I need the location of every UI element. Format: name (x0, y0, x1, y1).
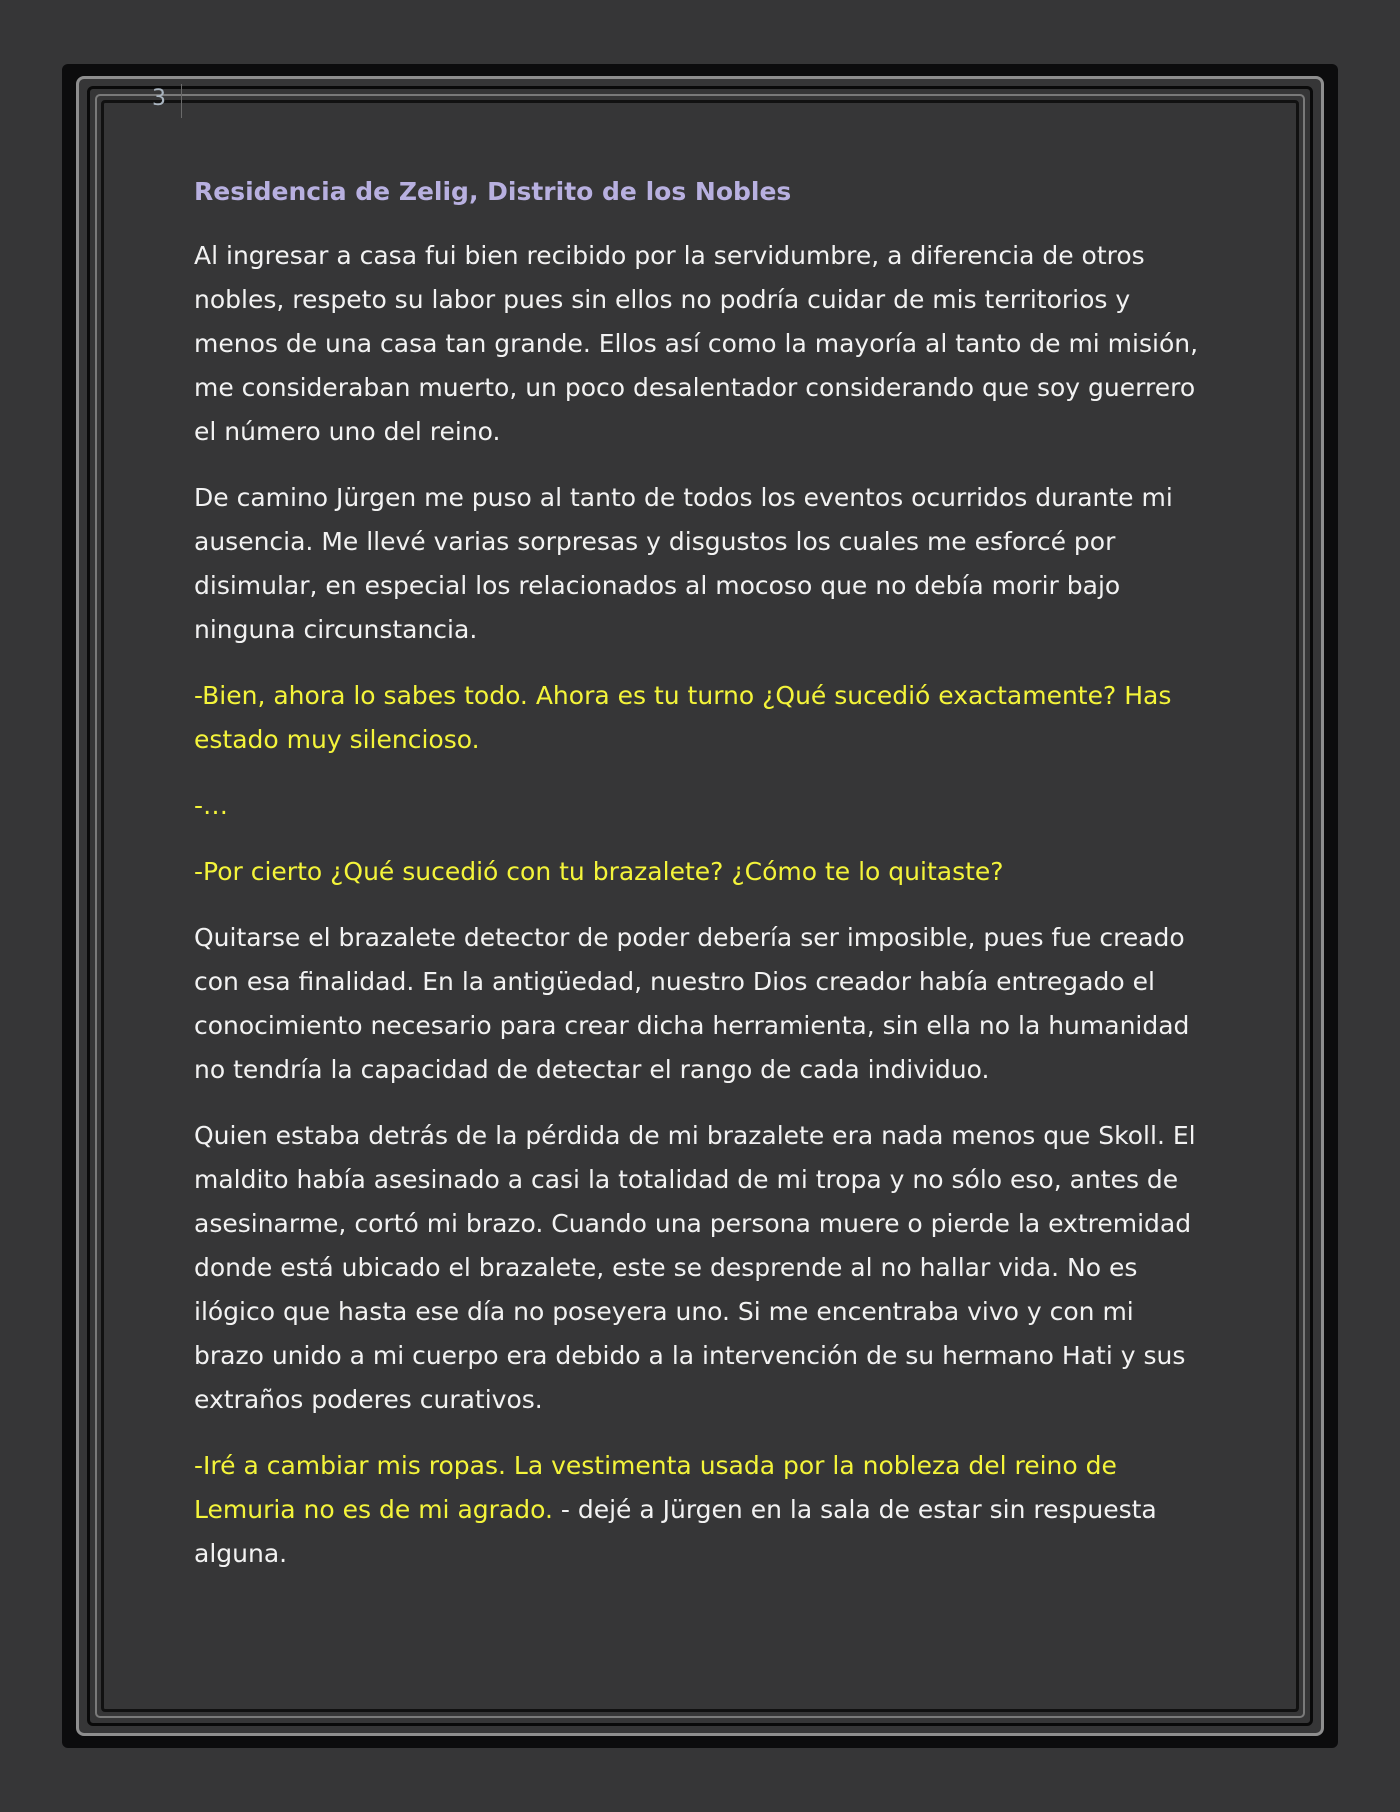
paragraph-skoll: Quien estaba detrás de la pérdida de mi brazalete era nada menos que Skoll. El maldito había asesinado a casi la totalidad de mi tropa y no sólo eso, antes de asesinarme, cortó mi brazo. Cuando una persona muere o pierde la extremidad donde está ubicado el brazalete, este se desprende al no hallar vida. No es ilógico que hasta ese día no poseyera uno. Si me encentraba vivo y con mi brazo unido a mi cuerpo era debido a la intervención de su hermano Hati y sus extraños poderes curativos. (194, 1121, 1196, 1414)
paragraph-closing (194, 1444, 1204, 1576)
dialogue-jurgen-question: -Bien, ahora lo sabes todo. Ahora es tu turno ¿Qué sucedió exactamente? Has estado muy silencioso. (194, 681, 1172, 754)
dialogue-bracelet-question: -Por cierto ¿Qué sucedió con tu brazalete? ¿Cómo te lo quitaste? (194, 857, 1004, 886)
chapter-heading: Residencia de Zelig, Distrito de los Nobles (194, 177, 792, 206)
dialogue-silence: -… (194, 791, 229, 820)
paragraph-bracelet: Quitarse el brazalete detector de poder debería ser imposible, pues fue creado con esa finalidad. En la antigüedad, nuestro Dios creador había entregado el conocimiento necesario para crear dicha herramienta, sin ella no la humanidad no tendría la capacidad de detectar el rango de cada individuo. (194, 923, 1190, 1084)
paragraph-arrival: Al ingresar a casa fui bien recibido por la servidumbre, a diferencia de otros nobles, respeto su labor pues sin ellos no podría cuidar de mis territorios y menos de una casa tan grande. Ellos así como la mayoría al tanto de mi misión, me consideraban muerto, un poco desalentador considerando que soy guerrero el número uno del reino. (194, 241, 1199, 446)
dialogue-change-clothes: -Iré a cambiar mis ropas. La vestimenta usada por la nobleza del reino de Lemuria no es de mi agrado. (194, 1451, 1117, 1524)
narration-leave-jurgen: - dejé a Jürgen en la sala de estar sin respuesta alguna. (194, 1495, 1157, 1568)
page-content (194, 170, 1204, 1598)
paragraph-news: De camino Jürgen me puso al tanto de todos los eventos ocurridos durante mi ausencia. Me llevé varias sorpresas y disgustos los cuales me esforcé por disimular, en especial los relacionados al mocoso que no debía morir bajo ninguna circunstancia. (194, 483, 1173, 644)
page-number-divider (181, 84, 182, 118)
page-number: 3 (152, 86, 166, 111)
